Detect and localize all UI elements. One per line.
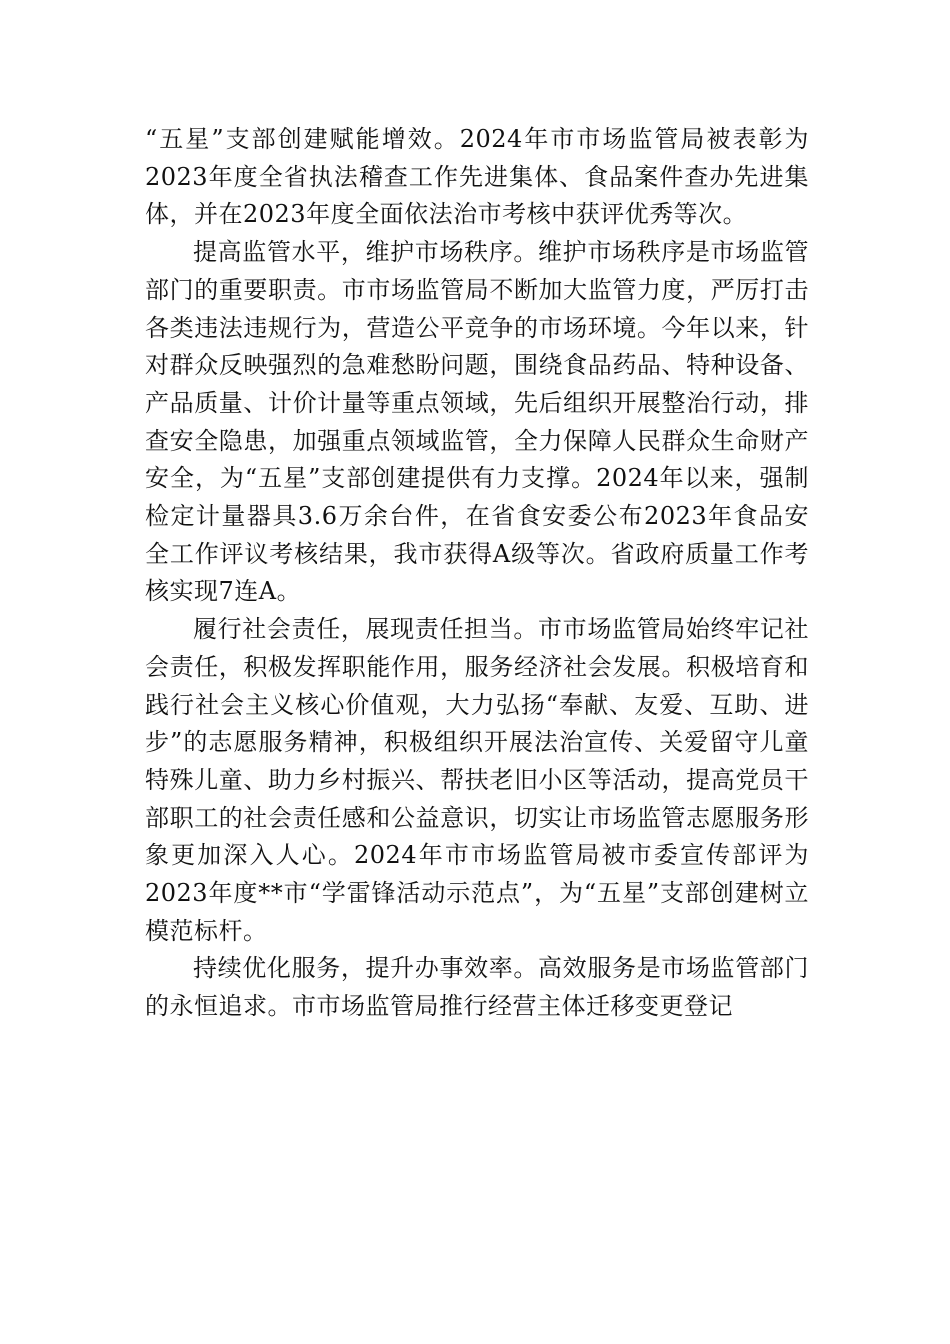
paragraph-regulation: 提高监管水平，维护市场秩序。维护市场秩序是市场监管部门的重要职责。市市场监管局不断加大监管力度，严厉打击各类违法违规行为，营造公平竞争的市场环境。今年以来，针对群众反映强烈的急难愁盼问题，围绕食品药品、特种设备、产品质量、计价计量等重点领域，先后组织开展整治行动，排查安全隐患，加强重点领域监管，全力保障人民群众生命财产安全，为“五星”支部创建提供有力支撑。2024年以来，强制检定计量器具3.6万余台件，在省食安委公布2023年食品安全工作评议考核结果，我市获得A级等次。省政府质量工作考核实现7连A。 bbox=[145, 238, 809, 606]
document-body bbox=[145, 121, 809, 1026]
paragraph-continued: “五星”支部创建赋能增效。2024年市市场监管局被表彰为2023年度全省执法稽查工作先进集体、食品案件查办先进集体，并在2023年度全面依法治市考核中获评优秀等次。 bbox=[145, 125, 809, 229]
paragraph-social-responsibility: 履行社会责任，展现责任担当。市市场监管局始终牢记社会责任，积极发挥职能作用，服务经济社会发展。积极培育和践行社会主义核心价值观，大力弘扬“奉献、友爱、互助、进步”的志愿服务精神，积极组织开展法治宣传、关爱留守儿童特殊儿童、助力乡村振兴、帮扶老旧小区等活动，提高党员干部职工的社会责任感和公益意识，切实让市场监管志愿服务形象更加深入人心。2024年市市场监管局被市委宣传部评为2023年度**市“学雷锋活动示范点”，为“五星”支部创建树立模范标杆。 bbox=[145, 615, 809, 945]
paragraph-service: 持续优化服务，提升办事效率。高效服务是市场监管部门的永恒追求。市市场监管局推行经营主体迁移变更登记 bbox=[145, 954, 809, 1021]
